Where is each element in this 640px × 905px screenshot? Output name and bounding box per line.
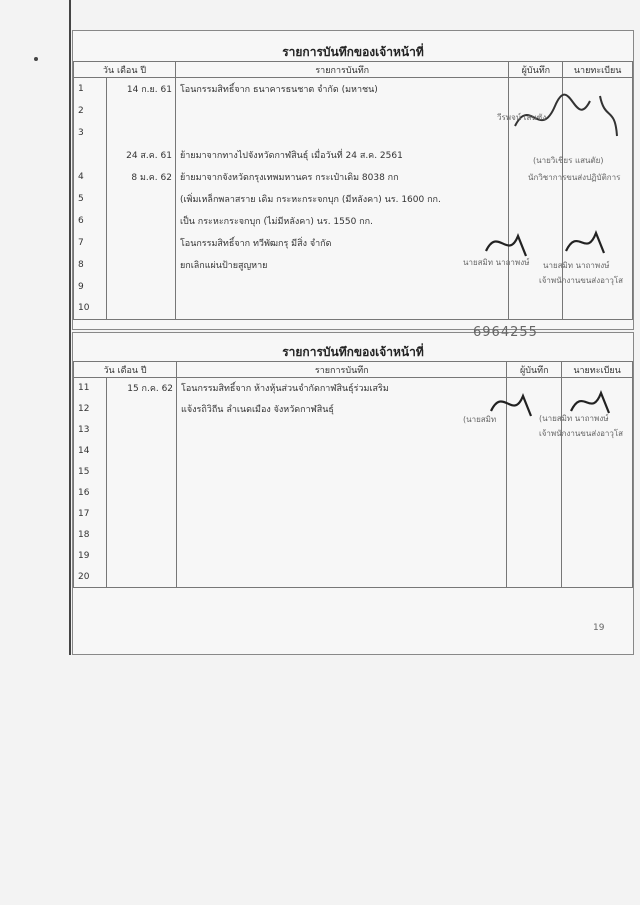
row-date [106, 276, 175, 298]
row-number: 6 [74, 210, 107, 232]
row-entry [177, 546, 507, 567]
row-date [107, 399, 177, 420]
row-recorder [507, 462, 562, 483]
row-date: 15 ก.ค. 62 [107, 378, 177, 399]
row-entry [177, 567, 507, 588]
table-row [74, 188, 633, 210]
row-entry: โอนกรรมสิทธิ์จาก ทวีพัฒกรุ มีสิ่ง จำกัด [175, 232, 508, 254]
row-number: 20 [74, 567, 107, 588]
row-entry [177, 504, 507, 525]
row-entry [177, 525, 507, 546]
row-date [107, 483, 177, 504]
row-date: 8 ม.ค. 62 [106, 166, 175, 188]
table-row [74, 462, 633, 483]
row-recorder [507, 567, 562, 588]
row-entry [175, 122, 508, 144]
header-registrar: นายทะเบียน [562, 362, 633, 378]
row-entry: (เพิ่มเหล็กพลาสราย เดิม กระหะกระจกบุก (มีหลังคา) นร. 1600 กก. [175, 188, 508, 210]
signature-title: เจ้าพนักงานขนส่งอาวุโส [539, 276, 624, 285]
row-registrar [563, 298, 633, 320]
row-number: 10 [74, 298, 107, 320]
row-number: 19 [74, 546, 107, 567]
row-registrar [562, 441, 633, 462]
row-entry [177, 441, 507, 462]
row-date [106, 100, 175, 122]
row-number: 7 [74, 232, 107, 254]
row-number: 18 [74, 525, 107, 546]
recorder-name-print: (นายวิเชียร แสนตัย) [533, 156, 604, 165]
table-row [74, 567, 633, 588]
row-number: 8 [74, 254, 107, 276]
row-recorder [507, 483, 562, 504]
header-recorder: ผู้บันทึก [509, 62, 563, 78]
row-entry [175, 100, 508, 122]
row-entry: ย้ายมาจากจังหวัดกรุงเทพมหานคร กระเป๋าเดิม 8038 กก [175, 166, 508, 188]
table-row [74, 504, 633, 525]
row-number: 16 [74, 483, 107, 504]
sheet-title: รายการบันทึกของเจ้าหน้าที่ [282, 45, 424, 59]
page-number-bottom: 19 [593, 623, 605, 633]
row-entry [175, 298, 508, 320]
row-number: 9 [74, 276, 107, 298]
record-sheet-2 [72, 325, 634, 655]
row-date [107, 462, 177, 483]
row-date [106, 122, 175, 144]
header-entry: รายการบันทึก [177, 362, 507, 378]
table-row [74, 546, 633, 567]
row-number: 1 [74, 78, 107, 100]
recorder-title: นักวิชาการขนส่งปฏิบัติการ [528, 173, 621, 182]
table-row [74, 525, 633, 546]
row-date [106, 232, 175, 254]
row-entry: โอนกรรมสิทธิ์จาก ธนาคารธนชาต จำกัด (มหาชน) [175, 78, 508, 100]
row-recorder [509, 298, 563, 320]
row-entry: ยกเลิกแผ่นป้ายสูญหาย [175, 254, 508, 276]
header-recorder: ผู้บันทึก [507, 362, 562, 378]
row-registrar [562, 525, 633, 546]
row-registrar [562, 546, 633, 567]
row-entry: เป็น กระหะกระจกบุก (ไม่มีหลังคา) นร. 1550 กก. [175, 210, 508, 232]
row-entry [175, 276, 508, 298]
row-date [107, 420, 177, 441]
row-recorder [507, 546, 562, 567]
row-date [106, 210, 175, 232]
row-entry: แจ้งรถิวิถีน ลำเนดเมือง จังหวัดกาฬสินธุ์ [177, 399, 507, 420]
row-recorder [507, 441, 562, 462]
row-entry [177, 462, 507, 483]
row-recorder [507, 525, 562, 546]
row-registrar [563, 188, 633, 210]
header-registrar: นายทะเบียน [563, 62, 633, 78]
row-registrar [562, 567, 633, 588]
row-registrar [562, 462, 633, 483]
signature-name-1: นายสมิท นาถาพงษ์ [463, 258, 530, 267]
page-binding-edge [69, 0, 71, 655]
row-number [74, 144, 107, 166]
row-number: 13 [74, 420, 107, 441]
punch-dot [34, 57, 38, 61]
record-sheet-1 [72, 30, 634, 330]
row-date [106, 254, 175, 276]
signature-title: เจ้าพนักงานขนส่งอาวุโส [539, 429, 624, 438]
row-entry: โอนกรรมสิทธิ์จาก ห้างหุ้นส่วนจำกัดกาฬสินธุ์ร่วมเสริม [177, 378, 507, 399]
row-date [107, 504, 177, 525]
signature-name-2: นายสมิท นาถาพงษ์ [543, 261, 610, 270]
row-number: 11 [74, 378, 107, 399]
row-registrar [562, 483, 633, 504]
row-entry: ย้ายมาจากทางไปจังหวัดกาฬสินธุ์ เมื่อวันที่ 24 ส.ค. 2561 [175, 144, 508, 166]
row-entry [177, 483, 507, 504]
header-date: วัน เดือน ปี [74, 62, 176, 78]
row-recorder [509, 188, 563, 210]
table-row [74, 441, 633, 462]
sheet-title: รายการบันทึกของเจ้าหน้าที่ [282, 345, 424, 359]
row-date [107, 441, 177, 462]
row-date [106, 188, 175, 210]
signature-name-2: (นายสมิท นาถาพงษ์ [539, 414, 609, 423]
row-date [107, 546, 177, 567]
row-date: 24 ส.ค. 61 [106, 144, 175, 166]
row-registrar [562, 504, 633, 525]
row-number: 17 [74, 504, 107, 525]
signature-name-1: (นายสมิท [463, 415, 497, 424]
row-number: 4 [74, 166, 107, 188]
row-number: 14 [74, 441, 107, 462]
row-number: 3 [74, 122, 107, 144]
table-row [74, 483, 633, 504]
reference-number: 6964255 [473, 325, 538, 340]
row-number: 15 [74, 462, 107, 483]
table-row [74, 298, 633, 320]
row-date [107, 567, 177, 588]
row-recorder [507, 504, 562, 525]
recorder-name: วีรพจน์ เสนซัง [497, 113, 547, 122]
row-number: 5 [74, 188, 107, 210]
row-date [107, 525, 177, 546]
header-entry: รายการบันทึก [175, 62, 508, 78]
row-number: 2 [74, 100, 107, 122]
row-entry [177, 420, 507, 441]
header-date: วัน เดือน ปี [74, 362, 177, 378]
row-date: 14 ก.ย. 61 [106, 78, 175, 100]
row-number: 12 [74, 399, 107, 420]
row-date [106, 298, 175, 320]
